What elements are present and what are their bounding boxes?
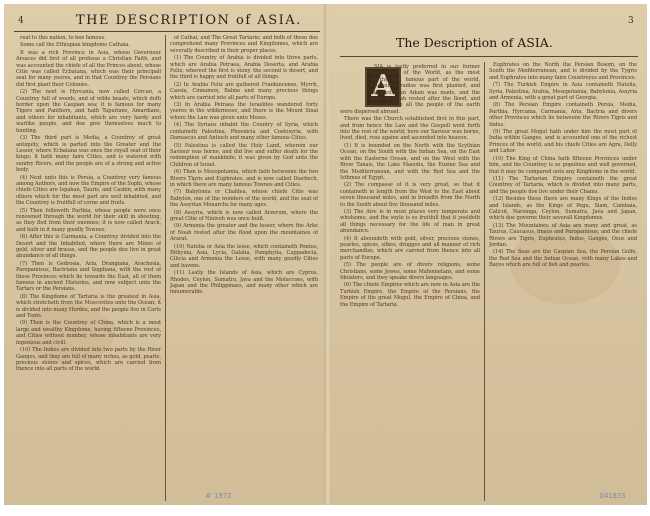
paragraph: (10) Natolia or Asia the lesse, which containeth Pontus, Bithynia, Asia, Lycia, Galatia, Pamphylia, Cappadocia, Cilicia and Armenia the Lesse, with many goodly Cities and havens. [170,243,318,269]
chapter-rule [340,56,638,57]
paragraph: (13) The Mountaines of Asia are many and great, as Taurus, Caucasus, Imaus and Paropamisus; and the chiefe Rivers are Tigris, Euphrates, Indus, Ganges, Oxus and Jordan. [489,222,637,248]
paragraph: There was the Church established first in this part, and from hence the Law and the Gospell went forth into the rest of the world; here our Saviour was borne, lived, died, rose againe and ascended into heaven. [340,116,480,142]
paragraph: (12) Besides these there are many Kings of the Indies and Islands, as the Kings of Pegu, Siam, Cambaia, Calicut, Narsinga, Ceylon, Sumatra, Java and Japan, which doe governe their severall Kingdomes. [489,196,637,222]
paragraph: (1) It is bounded on the North with the Scythian Ocean, on the South with the Indian Sea, on the East with the Easterne Ocean, and on the West with the River Tanais, the Lake Maeotis, the Euxine Sea and the Mediterranean, and with the Red Sea and the Isthmus of Egypt. [340,142,480,181]
left-running-title: THE DESCRIPTION of ASIA. [76,13,302,28]
paragraph: (7) Babylonia or Chaldea, whose chiefe Citie was Babylon, one of the wonders of the world, and the seat of the Assyrian Monarchs for many ages. [170,189,318,209]
paragraph: reat to this nation, to bee famous. [20,35,106,41]
paragraph: (8) The Kingdome of Tartaria is the greatest in Asia, which stretcheth from the Muscovites unto the Ocean; it is divided into many Hordes, and the people live in Carts and Tents. [16,293,161,320]
paragraph: (2) The next is Hyrcania, now called Corcan, a Countrey full of woods, and of wilde beasts, which doth border upon the Caspian sea; it is famous for many Tigers and Panthers, and hath Tapurians, Amardians, and others for inhabitants, which are very hardy and warlike people, and doe give themselves much to hunting. [16,89,161,134]
right-column-2 [489,62,637,501]
left-column-2 [170,35,318,501]
paragraph: (9) Armenia the greater and the lesser, where the Arke of Noah rested after the flood upon the mountaines of Ararat. [170,223,318,243]
paragraph: (14) The Seas are the Caspian Sea, the Persian Gulfe, the Red Sea and the Indian Ocean, with many Lakes and Bayes which are full of fish and pearles. [489,249,637,269]
paragraph: (6) Then is Mesopotamia, which lieth betweene the two Rivers Tigris and Euphrates, and is now called Diarbech, in which there are many famous Townes and Cities. [170,169,318,188]
inventory-stamp-left: # 1972 [206,492,232,500]
drop-cap: A [365,67,401,107]
column-divider [165,35,166,501]
paragraph: of Cathai, and The Great Tartarie; and both of these doe comprehend many Provinces and Kingdomes, which are severally described in their proper places. [170,35,318,54]
paragraph: (1) The Country of Arabia is divided into three parts, which are Arabia Petraea, Arabia Deserta, and Arabia Felix; whereof the first is stony, the second is desert, and the third is happy and fruitfull of all things. [170,55,318,81]
paragraph: (8) The Persian Empire containeth Persia, Media, Parthia, Hyrcania, Carmania, Aria, Bactria and divers other Provinces which lie betweene the Rivers Tigris and Indus. [489,102,637,128]
paragraph: (5) Then followeth Parthia, whose people were once renowned through the world for their skill in shooting, as they fled from their enemies; it is now called Arach, and hath in it many goodly Townes. [16,207,161,233]
paragraph: (5) Palestina is called the Holy Land, wherein our Saviour was borne, and did live and suffer death for the redemption of mankinde; it was given by God unto the Children of Israel. [170,142,318,168]
paragraph: Some call the Ethiopian kingdome Cathaia. [20,42,130,49]
paragraph: (7) Then is Gedrosia, Aria, Drangiana, Arachosia, Paropamisus, Bactriana and Sogdiana, with the rest of these Provinces which lie towards the East, all of them famous in ancient Histories, and now subject unto the Tartars or the Persians. [16,260,161,293]
left-page [4,4,326,505]
paragraph: (8) Assyria, which is now called Arzerum, where the great Citie of Niniveh was once built. [170,209,318,222]
left-column-1 [16,35,161,501]
paragraph: (2) The compasse of it is very great, so that it containeth in length from the West to the East about seven thousand miles, and in breadth from the North to the South about five thousand miles. [340,182,480,208]
paragraph: (6) After this is Carmania, a Countrey divided into the Desert and the Inhabited, where there are Mines of gold, silver and brasse, and the people doe live in great abundance of all things. [16,234,161,260]
drop-cap-spacer [340,64,370,104]
paragraph: (2) In Arabia Felix are gathered Frankincense, Myrrh, Cassia, Cinnamon, Balme and many precious things which are carried into all parts of Europe. [170,81,318,101]
inventory-stamp-right: D41833 [600,492,626,500]
paragraph: (11) Lastly the Islands of Asia, which are Cyprus, Rhodes, Ceylon, Sumatra, Java and the Moluccoes, with Japan and the Philippinaes, and many other which are innumerable. [170,270,318,296]
paragraph: (4) It aboundeth with gold, silver, precious stones, pearles, spices, silkes, drugges and all manner of rich merchandize, which are carried from thence into all parts of Europe. [340,235,480,261]
right-page [330,4,647,505]
paragraph: (4) The Syrians inhabit the Country of Syria, which containeth Palestina, Phoenicia and Coelosyria, with Damascus and Antioch and many other famous Cities. [170,122,318,142]
left-page-number: 4 [18,16,24,26]
paragraph: (3) In Arabia Petraea the Israelites wandered forty yeeres in the wildernesse, and there is the Mount Sinai where the Law was given unto Moses. [170,102,318,121]
paragraph: (9) Then is the Countrey of China, which is a most large and wealthy Kingdome, having fifteene Provinces, and Cities without number, whose inhabitants are very ingenious and civill. [16,320,161,346]
paragraph: SIA is justly preferred in our former Description of the World, as the most worthy and famous part of the world, wherein Paradise was first planted, and the first man Adam was made, and the Arke of Noah rested after the flood, and from thence all the people of the earth were dispersed abroad. [340,64,480,115]
paragraph: Euphrates on the North the Persian Bosom, on the South the Mediterranean, and is divided by the Tygris and Euphrates into many faire Countreyes and Provinces. [489,62,637,81]
paragraph: (3) The Aire is in most places very temperate and wholsome, and the soyle is so fruitfull that it yeeldeth all things necessary for the life of man in great abundance. [340,208,480,235]
right-column-1 [340,64,480,501]
paragraph: It was a rich Province in Asia, whose Governour Arsaces did first of all professe a Christian Faith, and was accounted the chiefe of all the Princes about, whose Citie was called Ecbatana, which was their principall seat for many yeeres, and in that Countrey the Persians did first plant their Colonies. [16,49,161,88]
paragraph: (3) The third part is Media, a Countrey of great antiquity, which is parted into the Greater and the Lesser, where Ecbatana was once the royall seat of their kings; it hath many faire Cities, and is watered with sundry Rivers, and the people are of a strong and active body. [16,135,161,174]
paragraph: (5) The people are of divers religions, some Christians, some Jewes, some Mahometans, and some Idolaters, and they speake divers languages. [340,262,480,281]
paragraph: (10) The King of China hath fifteene Provinces under him, and his Countrey is so populous and well governed, that it may be compared unto any Kingdome in the world. [489,155,637,175]
paragraph: (6) The chiefe Empires which are now in Asia are the Turkish Empire, the Empire of the Persians, the Empire of the great Mogul, the Empire of China, and the Empire of Tartaria. [340,282,480,308]
paragraph: (11) The Tartarian Empire containeth the great Countrey of Tartaria, which is divided into many parts, and the people doe live under their Chams. [489,175,637,195]
paragraph: (9) The great Mogul hath under him the most part of India within Ganges, and is accounted one of the richest Princes of the world, and his chiefe Cities are Agra, Delly and Lahor. [489,129,637,155]
column-divider [484,62,485,501]
book-sheet [4,4,647,505]
right-page-number: 3 [628,16,634,26]
chapter-title: The Description of ASIA. [396,35,553,50]
paragraph: (4) Next unto this is Persia, a Countrey very famous among Authors, and now the Empire of the Sophi, whose chiefe Cities are Ispahan, Tauris, and Casbin, with many others which for the most part are well inhabited, and the Countrey is fruitfull of corne and fruits. [16,174,161,207]
paragraph: (10) The Indies are divided into two parts by the River Ganges, and they are full of many riches, as gold, pearle, precious stones and spices, which are carried from thence into all parts of the world. [16,347,161,373]
header-rule [14,31,320,32]
paragraph: (7) The Turkish Empire in Asia containeth Natolia, Syria, Palestina, Arabia, Mesopotamia, Babylonia, Assyria and Armenia, with a great part of Georgia. [489,82,637,102]
